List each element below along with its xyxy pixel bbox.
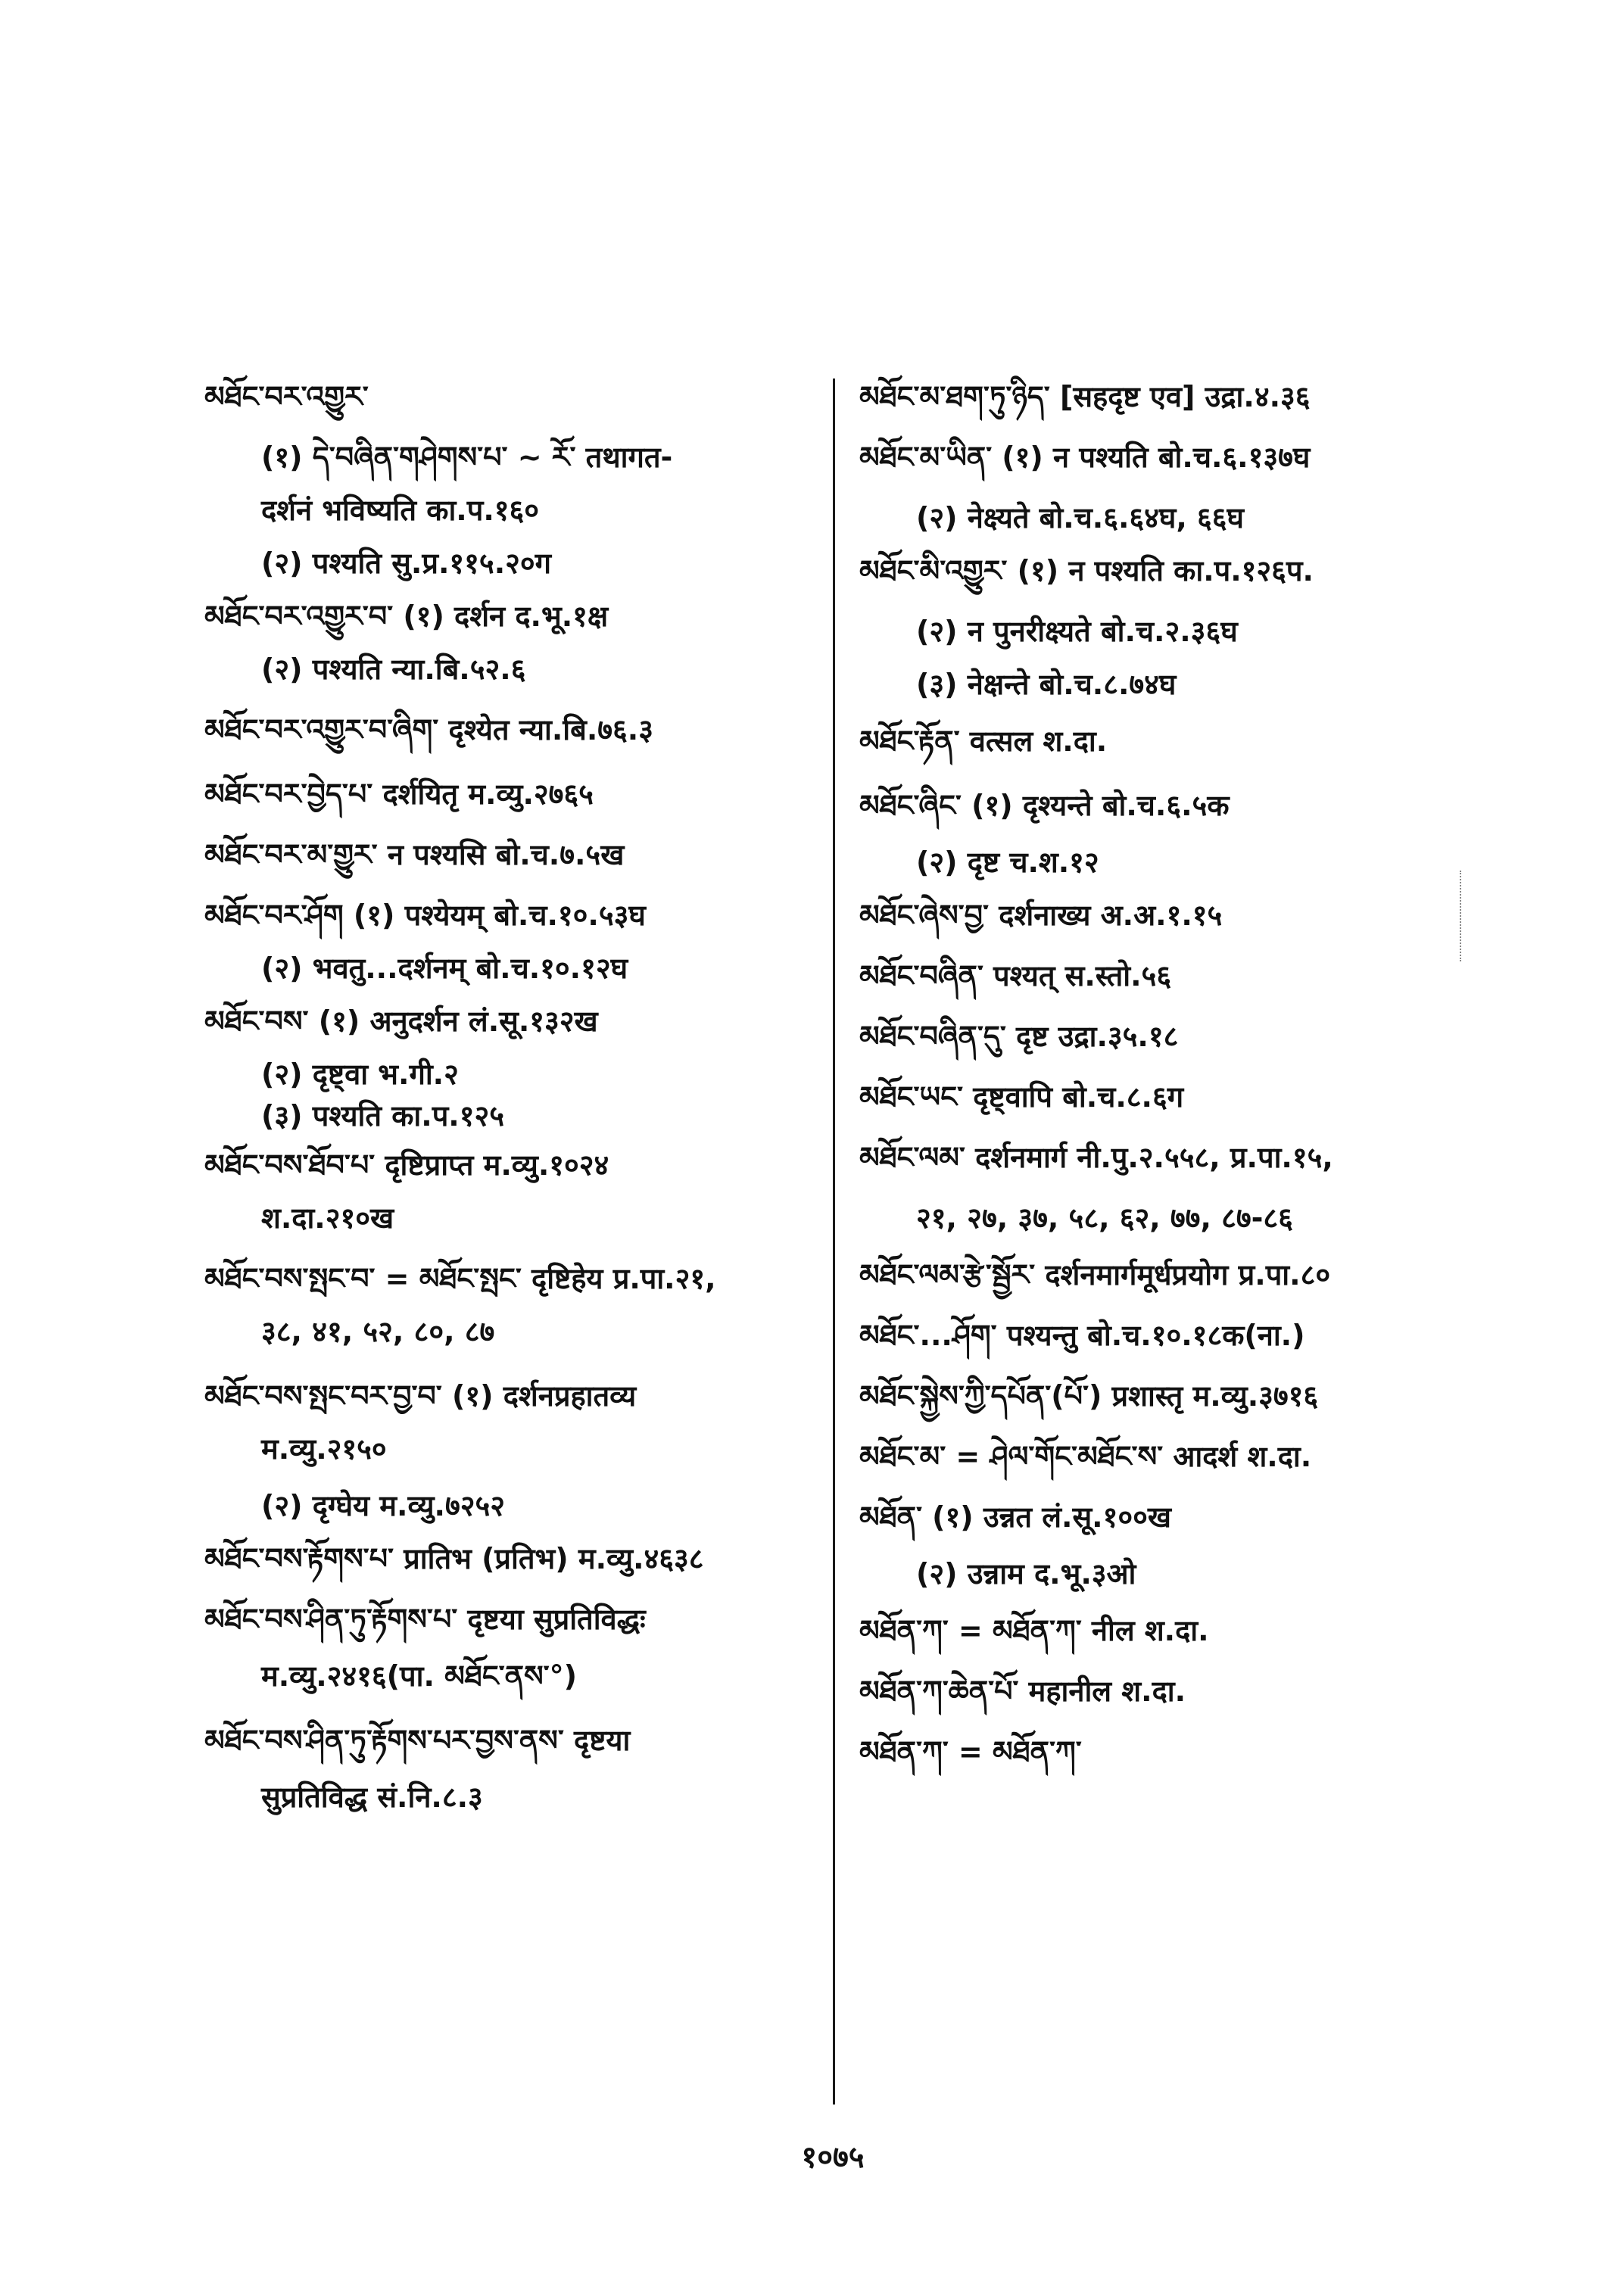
entry-headword: མཐོང་བར་འགྱུར་བ་ (१) दर्शन द.भू.१क्ष	[204, 600, 609, 633]
entry-headword: མཐོང་མི་འགྱུར་ (१) न पश्यति का.प.१२६प.	[859, 554, 1314, 587]
scan-artifact	[1460, 871, 1463, 961]
entry-sense: (२) नेक्ष्यते बो.च.६.६४घ, ६६घ	[916, 501, 1245, 534]
entry-sense: (२) उन्नाम द.भू.३ओ	[916, 1557, 1136, 1590]
entry-sense: (३) पश्यति का.प.१२५	[261, 1099, 504, 1132]
entry-headword: མཐོང་བས་སྤང་བ་ = མཐོང་སྤང་ दृष्टिहेय प्र.पा.२१,	[204, 1262, 716, 1295]
entry-headword: མཐོང་བས་ཐོབ་པ་ दृष्टिप्राप्त म.व्यु.१०२४	[204, 1148, 609, 1182]
entry-headword: མཐོང་མ་ཡིན་ (१) न पश्यति बो.च.६.१३७घ	[859, 441, 1311, 474]
entry-headword: མཐོང་སྐྱེས་ཀྱི་དཔོན་(པོ་) प्रशास्तृ म.व्यु.३७१६	[859, 1379, 1319, 1413]
entry-headword: མཐོང་བར་ཤོག (१) पश्येयम् बो.च.१०.५३घ	[204, 899, 646, 932]
column-divider	[833, 379, 835, 2105]
entry-headword: མཐོང་ཞིང་ (१) दृश्यन्ते बो.च.६.५क	[859, 789, 1230, 822]
entry-sense: (२) भवतु...दर्शनम् बो.च.१०.१२घ	[261, 952, 628, 985]
entry-sense: (३) नेक्षन्ते बो.च.८.७४घ	[916, 668, 1177, 701]
entry-continuation: श.दा.२१०ख	[261, 1201, 394, 1235]
entry-headword: མཐོང་མ་ = ཤེལ་གོང་མཐོང་ས་ आदर्श श.दा.	[859, 1440, 1312, 1473]
entry-headword: མཐོང་བཞིན་ पश्यत् स.स्तो.५६	[859, 959, 1172, 992]
entry-headword: མཐོང་ལམ་རྩེ་སྦྱོར་ दर्शनमार्गमूर्धप्रयोग प्र.पा.८०	[859, 1258, 1331, 1291]
entry-headword: མཐོན་ཀ་ཆེན་པོ་ महानील श.दा.	[859, 1675, 1186, 1708]
entry-continuation: दर्शनं भविष्यति का.प.१६०	[261, 494, 540, 527]
entry-headword: མཐོང་བས་ (१) अनुदर्शन लं.सू.१३२ख	[204, 1005, 598, 1038]
entry-sense: (१) དེ་བཞིན་གཤེགས་པ་ ~ རོ་ तथागत-	[261, 441, 673, 474]
entry-headword: མཐོང་བས་རྟོགས་པ་ प्रातिभ (प्रतिभ) म.व्यु.४६३८	[204, 1542, 704, 1575]
entry-sense: (२) पश्यति न्या.बि.५२.६	[261, 653, 526, 686]
entry-headword: མཐོན་ (१) उन्नत लं.सू.१००ख	[859, 1500, 1171, 1534]
entry-headword: མཐོང་ལམ་ दर्शनमार्ग नी.पु.२.५५८, प्र.पा.१५,	[859, 1141, 1333, 1174]
entry-headword: མཐོང་བར་བྱེད་པ་ दर्शयितृ म.व्यु.२७६५	[204, 777, 594, 811]
entry-headword: མཐོན་ཀ་ = མཐོན་ཀ་	[859, 1735, 1082, 1768]
entry-headword: མཐོང་...ཤོག་ पश्यन्तु बो.च.१०.१८क(ना.)	[859, 1319, 1305, 1352]
entry-headword: མཐོང་བར་འགྱུར་	[204, 380, 369, 413]
entry-headword: མཐོང་ཡང་ दृष्ट्वापि बो.च.८.६ग	[859, 1080, 1184, 1114]
entry-continuation: सुप्रतिविद्ध सं.नि.८.३	[261, 1781, 483, 1814]
entry-headword: མཐོང་བར་འགྱུར་བ་ཞིག་ दृश्येत न्या.बि.७६.३	[204, 713, 653, 746]
entry-headword: མཐོང་རྟོན་ वत्सल श.दा.	[859, 724, 1108, 758]
entry-continuation: म.व्यु.२१५०	[261, 1432, 387, 1466]
entry-continuation: म.व्यु.२४१६(पा. མཐོང་ནས་°)	[261, 1659, 578, 1693]
entry-headword: མཐོང་མ་ཐག་ཏུ་ཉིད་ [सहदृष्ट एव] उद्रा.४.३६	[859, 380, 1311, 413]
entry-headword: མཐོང་བར་མ་གྱུར་ न पश्यसि बो.च.७.५ख	[204, 838, 625, 871]
entry-sense: (२) दृष्ट्वा भ.गी.२	[261, 1058, 459, 1091]
entry-headword: མཐོང་བས་སྤང་བར་བྱ་བ་ (१) दर्शनप्रहातव्य	[204, 1379, 637, 1413]
entry-sense: (२) दृष्ट च.श.१२	[916, 846, 1099, 879]
entry-sense: (२) पश्यति सु.प्र.११५.२०ग	[261, 547, 552, 580]
entry-headword: མཐོང་བཞིན་དུ་ दृष्ट उद्रा.३५.१८	[859, 1020, 1179, 1053]
entry-headword: མཐོང་ཞེས་བྱ་ दर्शनाख्य अ.अ.१.१५	[859, 899, 1223, 932]
entry-headword: མཐོང་བས་ཤིན་ཏུ་རྟོགས་པར་བྱས་ནས་ दृष्टया	[204, 1724, 631, 1757]
page-number: १०७५	[801, 2140, 865, 2175]
entry-headword: མཐོང་བས་ཤིན་ཏུ་རྟོགས་པ་ दृष्टया सुप्रतिविद्धः	[204, 1603, 646, 1636]
entry-headword: མཐོན་ཀ་ = མཐོན་ཀ་ नील श.दा.	[859, 1614, 1209, 1647]
entry-sense: (२) दृग्घेय म.व्यु.७२५२	[261, 1489, 505, 1522]
entry-continuation: २१, २७, ३७, ५८, ६२, ७७, ८७-८६	[916, 1201, 1293, 1235]
entry-sense: (२) न पुनरीक्ष्यते बो.च.२.३६घ	[916, 615, 1238, 648]
entry-continuation: ३८, ४१, ५२, ८०, ८७	[261, 1315, 495, 1348]
